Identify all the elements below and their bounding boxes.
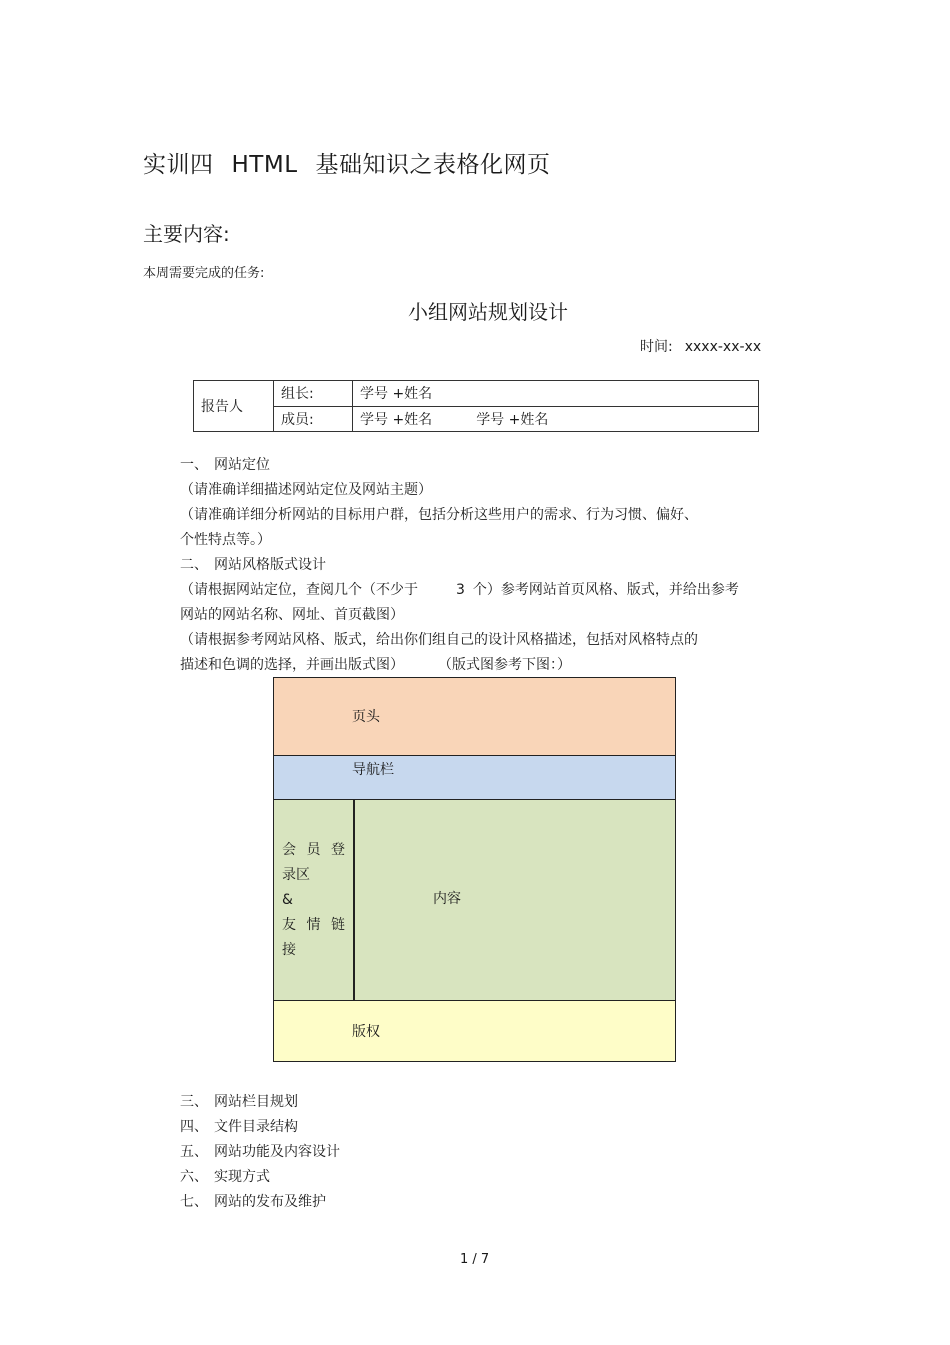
member-1: 学号 +姓名	[360, 411, 433, 428]
header-label: 页头	[352, 709, 380, 725]
reporter-label-cell: 报告人	[194, 381, 274, 432]
title-part-1: 实训四	[143, 152, 214, 178]
sidebar-line-2: 录区	[282, 867, 310, 883]
members-label-cell: 成员:	[274, 406, 353, 432]
layout-diagram	[273, 677, 676, 1062]
plan-title: 小组网站规划设计	[408, 300, 568, 324]
date-value: xxxx-xx-xx	[684, 339, 762, 355]
section-heading-5	[180, 1141, 340, 1161]
sidebar-line-1	[282, 838, 345, 863]
sidebar-char: 会	[282, 842, 296, 858]
section-number: 二、	[180, 557, 208, 573]
note-line: 网站的网站名称、网址、首页截图）	[180, 607, 404, 623]
note-number: 3	[456, 582, 465, 598]
section-title: 网站功能及内容设计	[214, 1144, 340, 1160]
sidebar-char: 友	[282, 917, 296, 933]
sidebar-char: 员	[306, 842, 321, 858]
section-heading-7	[180, 1191, 326, 1211]
layout-header-region	[274, 678, 675, 756]
title-part-3: 基础知识之表格化网页	[315, 152, 551, 178]
main-content-heading: 主要内容:	[143, 222, 230, 246]
content-label: 内容	[433, 891, 461, 907]
leader-label-cell: 组长:	[274, 381, 353, 407]
section-heading-2	[180, 554, 326, 574]
sidebar-char: 链	[331, 917, 345, 933]
section-title: 网站栏目规划	[214, 1094, 298, 1110]
nav-label: 导航栏	[352, 762, 394, 778]
section-title: 网站风格版式设计	[214, 557, 326, 573]
table-row	[194, 406, 759, 432]
members-value-cell	[353, 406, 759, 432]
section-title: 实现方式	[214, 1169, 270, 1185]
layout-footer-region	[274, 1000, 675, 1061]
section-number: 一、	[180, 457, 208, 473]
task-intro: 本周需要完成的任务:	[143, 266, 265, 281]
note-text: 描述和色调的选择，并画出版式图）	[180, 657, 404, 673]
date-label: 时间:	[640, 339, 673, 355]
layout-nav-region	[274, 756, 675, 800]
sidebar-line-3: &	[282, 892, 293, 908]
section-heading-6	[180, 1166, 270, 1186]
section-heading-4	[180, 1116, 298, 1136]
note-line: （请准确详细描述网站定位及网站主题）	[180, 482, 432, 498]
section-title: 网站定位	[214, 457, 270, 473]
note-line: 个性特点等。）	[180, 532, 271, 548]
section-title: 网站的发布及维护	[214, 1194, 326, 1210]
section-number: 六、	[180, 1169, 208, 1185]
document-title	[143, 146, 551, 179]
section-number: 七、	[180, 1194, 208, 1210]
sidebar-line-4	[282, 913, 345, 938]
page-number: 1 / 7	[460, 1252, 490, 1267]
note-text: 个）参考网站首页风格、版式，并给出参考	[472, 582, 739, 598]
section-number: 五、	[180, 1144, 208, 1160]
title-part-2: HTML	[231, 152, 298, 178]
table-row	[194, 381, 759, 407]
sidebar-char: 情	[306, 917, 321, 933]
layout-sidebar-region	[274, 800, 355, 1000]
section-title: 文件目录结构	[214, 1119, 298, 1135]
section-heading-3	[180, 1091, 298, 1111]
sidebar-label	[282, 838, 346, 963]
note-text: （版式图参考下图：）	[438, 657, 571, 673]
section-number: 三、	[180, 1094, 208, 1110]
section-heading-1	[180, 454, 270, 474]
reporter-table	[193, 380, 759, 432]
member-2: 学号 +姓名	[476, 411, 549, 428]
layout-content-region	[355, 800, 675, 1000]
footer-label: 版权	[352, 1024, 380, 1040]
note-line	[180, 579, 739, 599]
note-line: （请准确详细分析网站的目标用户群，包括分析这些用户的需求、行为习惯、偏好、	[180, 507, 698, 523]
note-line	[180, 654, 571, 674]
section-number: 四、	[180, 1119, 208, 1135]
note-line: （请根据参考网站风格、版式，给出你们组自己的设计风格描述，包括对风格特点的	[180, 632, 698, 648]
leader-value-cell: 学号 +姓名	[353, 381, 759, 407]
date-line	[640, 336, 761, 356]
sidebar-char: 登	[331, 842, 345, 858]
sidebar-line-5: 接	[282, 942, 296, 958]
note-text: （请根据网站定位，查阅几个（不少于	[180, 582, 418, 598]
